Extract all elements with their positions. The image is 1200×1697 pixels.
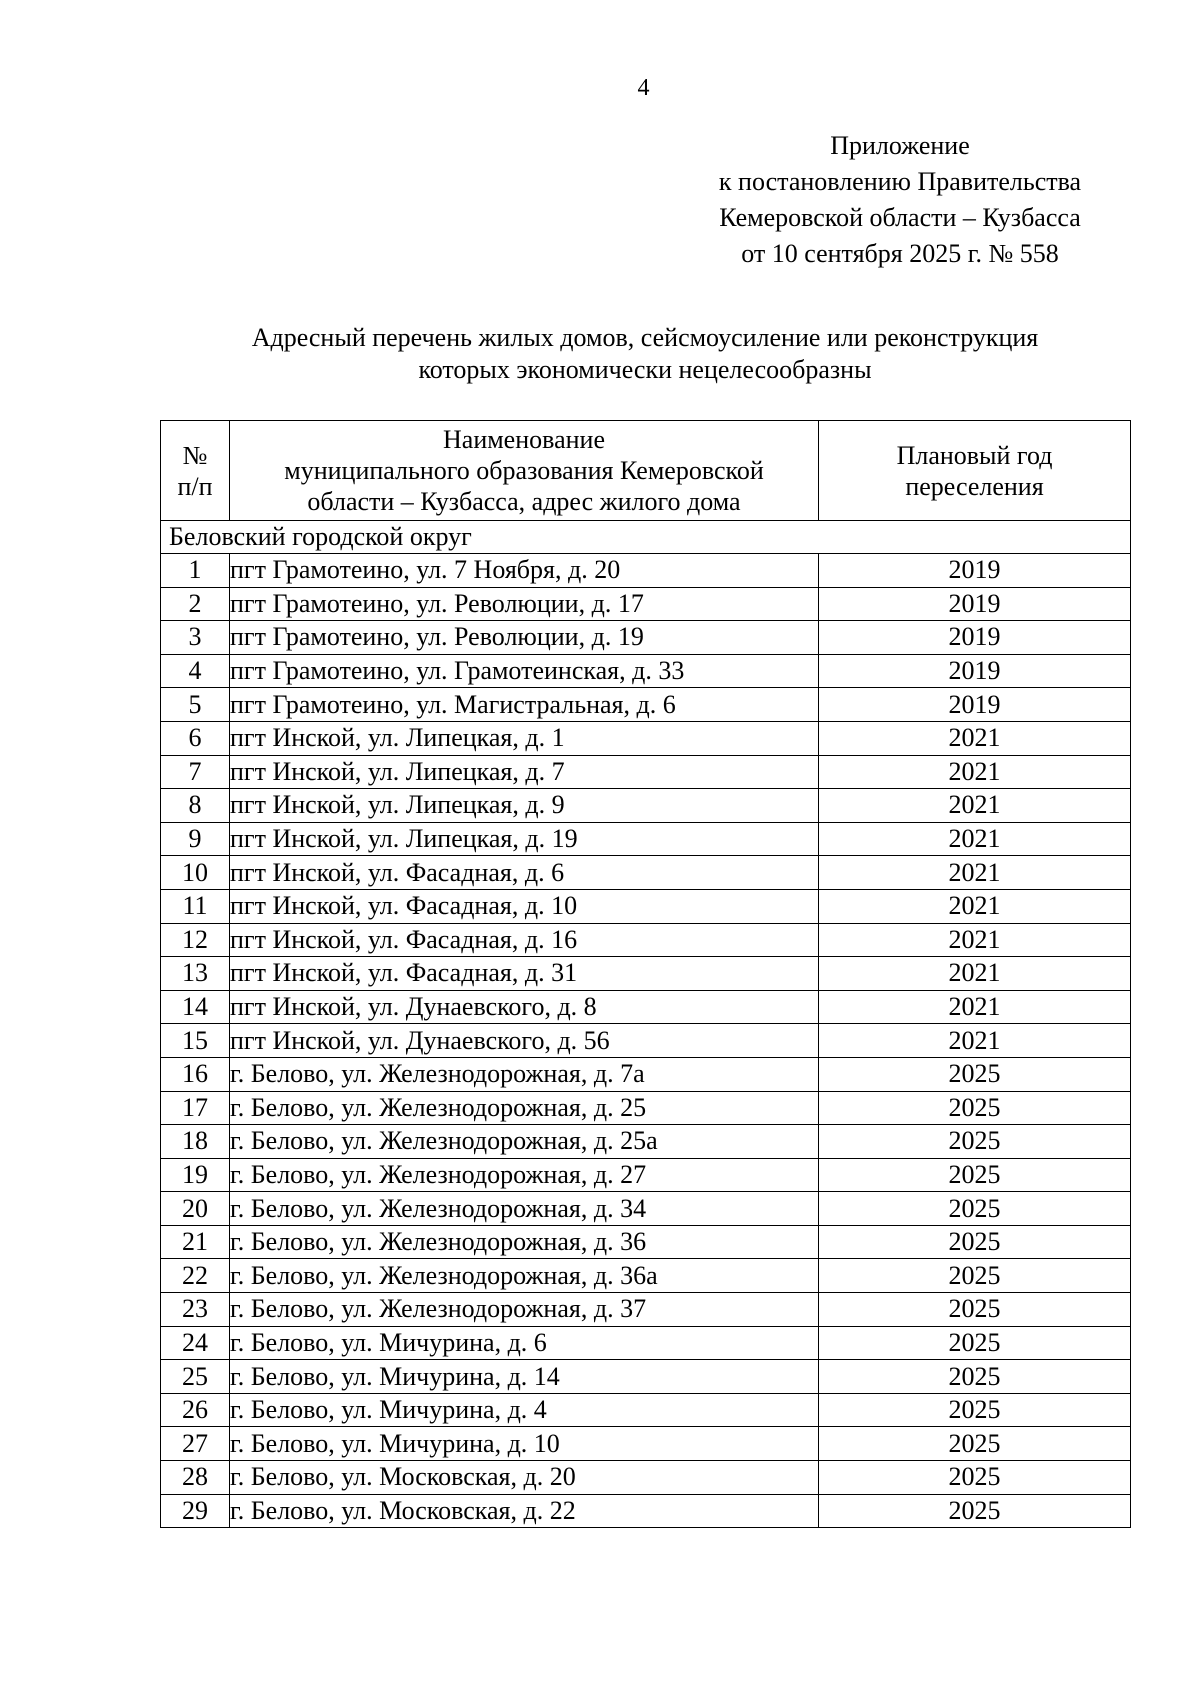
row-number: 22 xyxy=(161,1259,230,1293)
row-year: 2025 xyxy=(819,1091,1131,1125)
header-text: Наименование xyxy=(443,425,605,454)
row-year: 2021 xyxy=(819,990,1131,1024)
row-number: 14 xyxy=(161,990,230,1024)
row-number: 9 xyxy=(161,822,230,856)
row-number: 19 xyxy=(161,1158,230,1192)
row-address: г. Белово, ул. Мичурина, д. 4 xyxy=(230,1393,819,1427)
table-row xyxy=(161,923,1131,957)
row-address: пгт Грамотеино, ул. Грамотеинская, д. 33 xyxy=(230,654,819,688)
row-year: 2021 xyxy=(819,721,1131,755)
table-row xyxy=(161,1461,1131,1495)
row-address: пгт Инской, ул. Липецкая, д. 19 xyxy=(230,822,819,856)
group-name: Беловский городской округ xyxy=(161,521,1131,554)
row-number: 29 xyxy=(161,1494,230,1528)
row-number: 25 xyxy=(161,1360,230,1394)
row-address: пгт Грамотеино, ул. Революции, д. 19 xyxy=(230,621,819,655)
row-address: г. Белово, ул. Мичурина, д. 6 xyxy=(230,1326,819,1360)
row-year: 2019 xyxy=(819,554,1131,588)
table-row xyxy=(161,1125,1131,1159)
row-year: 2025 xyxy=(819,1494,1131,1528)
row-address: пгт Инской, ул. Дунаевского, д. 8 xyxy=(230,990,819,1024)
row-year: 2021 xyxy=(819,889,1131,923)
table-row xyxy=(161,1225,1131,1259)
row-year: 2021 xyxy=(819,923,1131,957)
table-row xyxy=(161,889,1131,923)
table-row xyxy=(161,957,1131,991)
row-number: 20 xyxy=(161,1192,230,1226)
group-row xyxy=(161,521,1131,554)
row-number: 18 xyxy=(161,1125,230,1159)
row-year: 2025 xyxy=(819,1259,1131,1293)
row-number: 6 xyxy=(161,721,230,755)
appendix-line: Приложение xyxy=(830,131,970,160)
appendix-line: Кемеровской области – Кузбасса xyxy=(719,203,1081,232)
row-year: 2025 xyxy=(819,1158,1131,1192)
table-row xyxy=(161,990,1131,1024)
row-address: г. Белово, ул. Московская, д. 22 xyxy=(230,1494,819,1528)
header-text: области – Кузбасса, адрес жилого дома xyxy=(307,487,741,516)
title-line: которых экономически нецелесообразны xyxy=(418,355,872,384)
row-number: 16 xyxy=(161,1057,230,1091)
table-row xyxy=(161,1024,1131,1058)
row-number: 17 xyxy=(161,1091,230,1125)
row-number: 2 xyxy=(161,587,230,621)
row-year: 2025 xyxy=(819,1192,1131,1226)
table-row xyxy=(161,1494,1131,1528)
row-address: г. Белово, ул. Железнодорожная, д. 36 xyxy=(230,1225,819,1259)
row-year: 2021 xyxy=(819,1024,1131,1058)
header-number xyxy=(161,421,230,521)
document-title xyxy=(150,322,1140,386)
row-number: 12 xyxy=(161,923,230,957)
row-year: 2021 xyxy=(819,755,1131,789)
row-year: 2021 xyxy=(819,822,1131,856)
row-address: пгт Инской, ул. Фасадная, д. 10 xyxy=(230,889,819,923)
row-number: 15 xyxy=(161,1024,230,1058)
header-text: п/п xyxy=(177,471,213,501)
row-year: 2025 xyxy=(819,1125,1131,1159)
row-address: пгт Инской, ул. Дунаевского, д. 56 xyxy=(230,1024,819,1058)
table-row xyxy=(161,1326,1131,1360)
header-text: муниципального образования Кемеровской xyxy=(284,456,764,485)
row-number: 13 xyxy=(161,957,230,991)
table-row xyxy=(161,1158,1131,1192)
row-address: г. Белово, ул. Железнодорожная, д. 27 xyxy=(230,1158,819,1192)
appendix-block xyxy=(630,128,1170,272)
row-year: 2019 xyxy=(819,688,1131,722)
appendix-line: от 10 сентября 2025 г. № 558 xyxy=(741,239,1059,268)
row-year: 2025 xyxy=(819,1427,1131,1461)
header-text: переселения xyxy=(905,471,1044,501)
table-row xyxy=(161,822,1131,856)
row-address: пгт Инской, ул. Липецкая, д. 7 xyxy=(230,755,819,789)
row-year: 2025 xyxy=(819,1461,1131,1495)
row-year: 2025 xyxy=(819,1057,1131,1091)
row-number: 11 xyxy=(161,889,230,923)
table-row xyxy=(161,789,1131,823)
table-row xyxy=(161,856,1131,890)
row-year: 2025 xyxy=(819,1326,1131,1360)
header-text: № xyxy=(182,440,208,470)
table-row xyxy=(161,721,1131,755)
row-year: 2025 xyxy=(819,1393,1131,1427)
row-number: 24 xyxy=(161,1326,230,1360)
table-row xyxy=(161,1393,1131,1427)
row-address: пгт Инской, ул. Липецкая, д. 1 xyxy=(230,721,819,755)
row-number: 23 xyxy=(161,1293,230,1327)
row-address: г. Белово, ул. Мичурина, д. 14 xyxy=(230,1360,819,1394)
table-row xyxy=(161,654,1131,688)
row-number: 5 xyxy=(161,688,230,722)
appendix-line: к постановлению Правительства xyxy=(718,167,1082,196)
row-number: 1 xyxy=(161,554,230,588)
row-address: г. Белово, ул. Железнодорожная, д. 25 xyxy=(230,1091,819,1125)
table-row xyxy=(161,1259,1131,1293)
row-number: 8 xyxy=(161,789,230,823)
table-row xyxy=(161,554,1131,588)
row-year: 2019 xyxy=(819,621,1131,655)
table-row xyxy=(161,1427,1131,1461)
houses-table xyxy=(160,420,1131,1528)
row-address: пгт Грамотеино, ул. Магистральная, д. 6 xyxy=(230,688,819,722)
row-address: пгт Инской, ул. Фасадная, д. 6 xyxy=(230,856,819,890)
row-year: 2025 xyxy=(819,1293,1131,1327)
title-line: Адресный перечень жилых домов, сейсмоусиление или реконструкция xyxy=(251,323,1039,352)
row-number: 3 xyxy=(161,621,230,655)
row-address: пгт Инской, ул. Фасадная, д. 16 xyxy=(230,923,819,957)
row-number: 21 xyxy=(161,1225,230,1259)
row-address: г. Белово, ул. Мичурина, д. 10 xyxy=(230,1427,819,1461)
table-row xyxy=(161,755,1131,789)
row-year: 2025 xyxy=(819,1360,1131,1394)
row-address: пгт Грамотеино, ул. 7 Ноября, д. 20 xyxy=(230,554,819,588)
row-year: 2025 xyxy=(819,1225,1131,1259)
row-year: 2021 xyxy=(819,856,1131,890)
row-address: г. Белово, ул. Железнодорожная, д. 34 xyxy=(230,1192,819,1226)
page-number: 4 xyxy=(637,75,650,101)
table-row xyxy=(161,1293,1131,1327)
row-address: г. Белово, ул. Железнодорожная, д. 36а xyxy=(230,1259,819,1293)
table-row xyxy=(161,1192,1131,1226)
row-address: г. Белово, ул. Железнодорожная, д. 25а xyxy=(230,1125,819,1159)
row-address: пгт Инской, ул. Липецкая, д. 9 xyxy=(230,789,819,823)
row-address: г. Белово, ул. Московская, д. 20 xyxy=(230,1461,819,1495)
row-year: 2019 xyxy=(819,587,1131,621)
table-row xyxy=(161,1091,1131,1125)
table-header-row xyxy=(161,421,1131,521)
header-year xyxy=(819,421,1131,521)
row-number: 7 xyxy=(161,755,230,789)
table-row xyxy=(161,1057,1131,1091)
row-address: г. Белово, ул. Железнодорожная, д. 7а xyxy=(230,1057,819,1091)
table-row xyxy=(161,587,1131,621)
row-number: 4 xyxy=(161,654,230,688)
row-number: 26 xyxy=(161,1393,230,1427)
row-year: 2019 xyxy=(819,654,1131,688)
row-year: 2021 xyxy=(819,789,1131,823)
header-text: Плановый год xyxy=(896,440,1053,470)
row-year: 2021 xyxy=(819,957,1131,991)
table-row xyxy=(161,688,1131,722)
table-row xyxy=(161,621,1131,655)
row-number: 28 xyxy=(161,1461,230,1495)
row-number: 10 xyxy=(161,856,230,890)
row-address: г. Белово, ул. Железнодорожная, д. 37 xyxy=(230,1293,819,1327)
row-address: пгт Грамотеино, ул. Революции, д. 17 xyxy=(230,587,819,621)
row-address: пгт Инской, ул. Фасадная, д. 31 xyxy=(230,957,819,991)
row-number: 27 xyxy=(161,1427,230,1461)
header-name xyxy=(230,421,819,521)
table-row xyxy=(161,1360,1131,1394)
